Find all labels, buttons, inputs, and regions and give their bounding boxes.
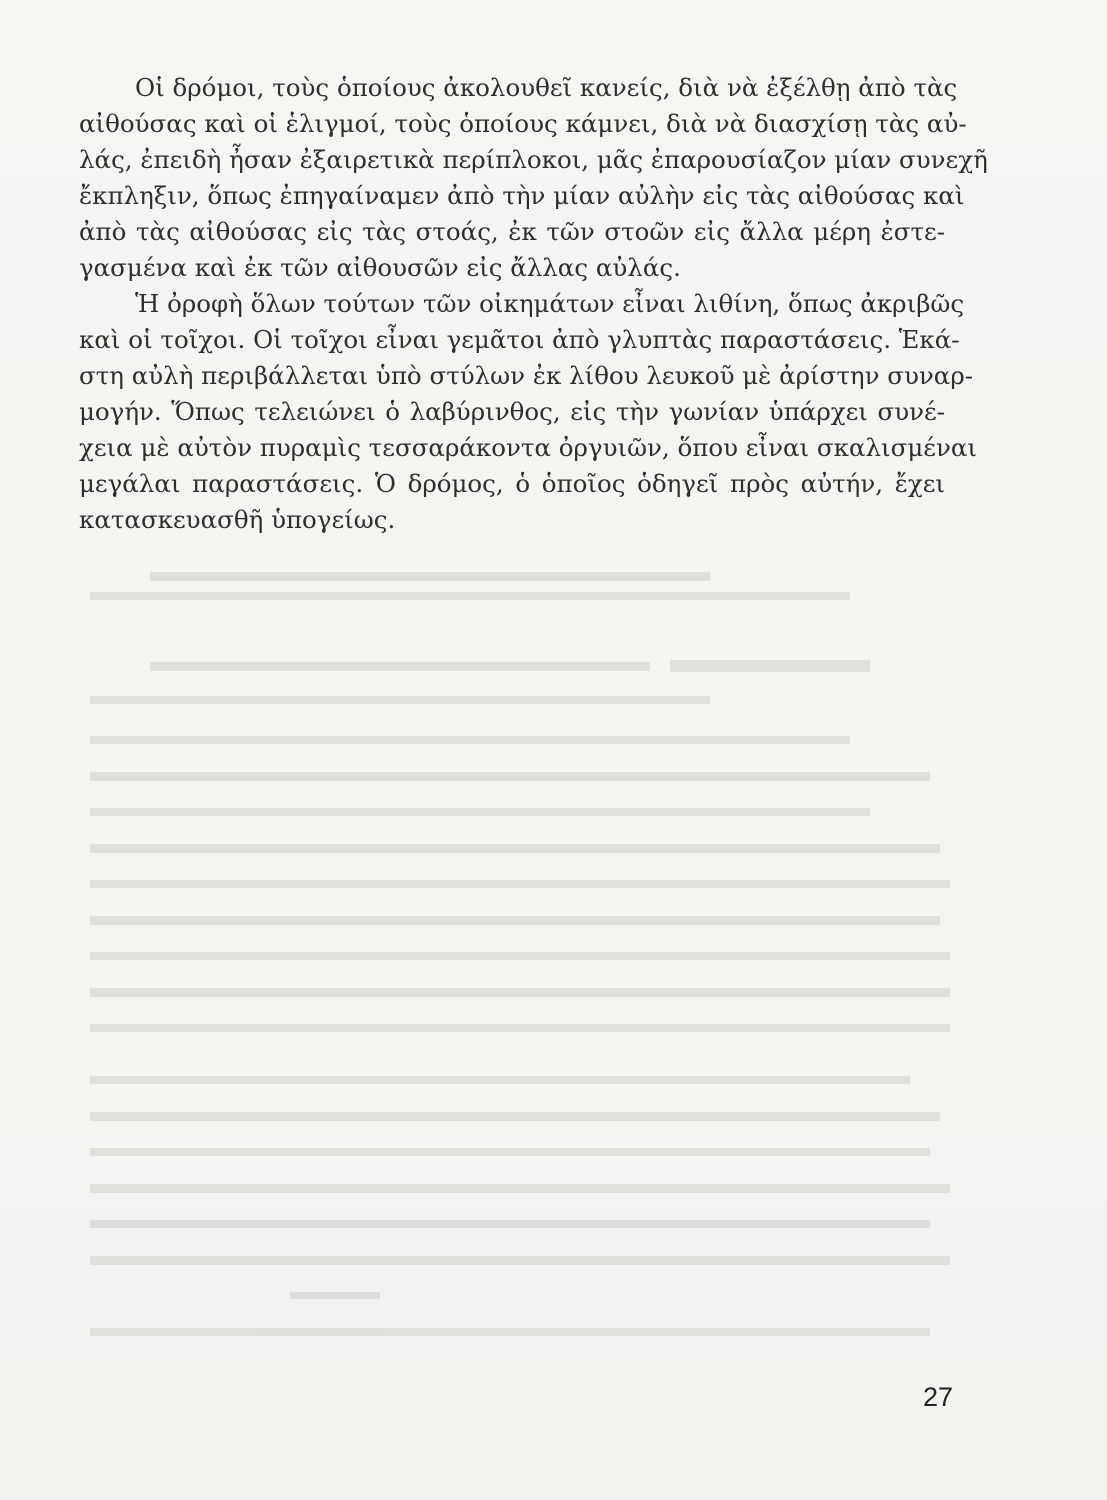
text-line: ἔκπληξιν, ὅπως ἐπηγαίναμεν ἀπὸ τὴν μίαν αὐλὴν εἰς τὰς αἰθούσας καὶ <box>79 181 965 210</box>
text-line: Οἱ δρόμοι, τοὺς ὁποίους ἀκολουθεῖ κανείς, διὰ νὰ ἐξέλθῃ ἀπὸ τὰς <box>135 73 958 102</box>
text-line: Ἡ ὀροφὴ ὅλων τούτων τῶν οἰκημάτων εἶναι λιθίνη, ὅπως ἀκριβῶς <box>135 289 965 318</box>
text-line: αἰθούσας καὶ οἱ ἑλιγμοί, τοὺς ὁποίους κάμνει, διὰ νὰ διασχίσῃ τὰς αὐ- <box>79 109 967 138</box>
paragraph-2 <box>79 286 978 538</box>
paragraph-1 <box>79 70 988 286</box>
text-line: ἀπὸ τὰς αἰθούσας εἰς τὰς στοάς, ἐκ τῶν στοῶν εἰς ἄλλα μέρη ἐστε- <box>79 217 945 246</box>
text-line: λάς, ἐπειδὴ ἦσαν ἐξαιρετικὰ περίπλοκοι, μᾶς ἐπαρουσίαζον μίαν συνεχῆ <box>79 145 988 174</box>
text-line: μογήν. Ὅπως τελειώνει ὁ λαβύρινθος, εἰς τὴν γωνίαν ὑπάρχει συνέ- <box>79 397 945 426</box>
text-line: κατασκευασθῆ ὑπογείως. <box>79 505 396 534</box>
text-line: γασμένα καὶ ἐκ τῶν αἰθουσῶν εἰς ἄλλας αὐλάς. <box>79 253 681 282</box>
text-line: στη αὐλὴ περιβάλλεται ὑπὸ στύλων ἐκ λίθου λευκοῦ μὲ ἀρίστην συναρ- <box>79 361 974 390</box>
body-text <box>79 70 988 538</box>
page-number: 27 <box>922 1382 953 1412</box>
text-line: μεγάλαι παραστάσεις. Ὁ δρόμος, ὁ ὁποῖος ὁδηγεῖ πρὸς αὐτήν, ἔχει <box>79 469 945 498</box>
text-line: καὶ οἱ τοῖχοι. Οἱ τοῖχοι εἶναι γεμᾶτοι ἀπὸ γλυπτὰς παραστάσεις. Ἑκά- <box>79 325 960 354</box>
text-line: χεια μὲ αὐτὸν πυραμὶς τεσσαράκοντα ὀργυιῶν, ὅπου εἶναι σκαλισμέναι <box>79 433 978 462</box>
